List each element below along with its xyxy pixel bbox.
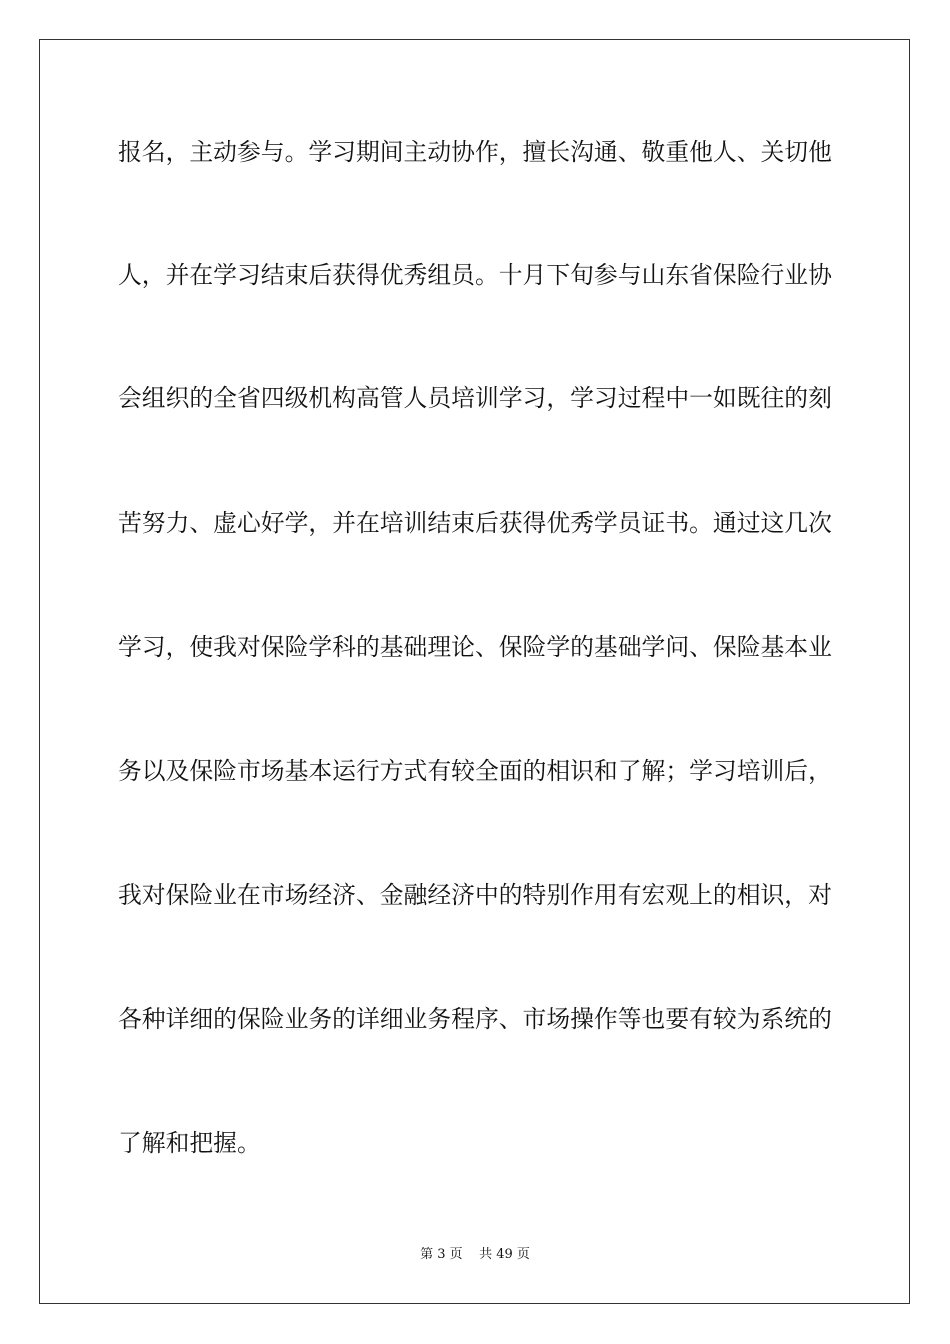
paragraph-line-5: 学习，使我对保险学科的基础理论、保险学的基础学问、保险基本业 bbox=[118, 633, 832, 661]
paragraph-line-9: 了解和把握。 bbox=[118, 1129, 261, 1157]
paragraph-line-8: 各种详细的保险业务的详细业务程序、市场操作等也要有较为系统的 bbox=[118, 1005, 832, 1033]
paragraph-line-3: 会组织的全省四级机构高管人员培训学习，学习过程中一如既往的刻 bbox=[118, 384, 832, 412]
paragraph-line-2: 人，并在学习结束后获得优秀组员。十月下旬参与山东省保险行业协 bbox=[118, 261, 832, 289]
paragraph-line-6: 务以及保险市场基本运行方式有较全面的相识和了解；学习培训后， bbox=[118, 757, 832, 785]
paragraph-line-1: 报名，主动参与。学习期间主动协作，擅长沟通、敬重他人、关切他 bbox=[118, 138, 832, 166]
paragraph-line-7: 我对保险业在市场经济、金融经济中的特别作用有宏观上的相识，对 bbox=[118, 881, 832, 909]
paragraph-line-4: 苦努力、虚心好学，并在培训结束后获得优秀学员证书。通过这几次 bbox=[118, 509, 832, 537]
page-number-footer: 第 3 页 共 49 页 bbox=[420, 1247, 530, 1262]
page-border bbox=[39, 39, 910, 1304]
